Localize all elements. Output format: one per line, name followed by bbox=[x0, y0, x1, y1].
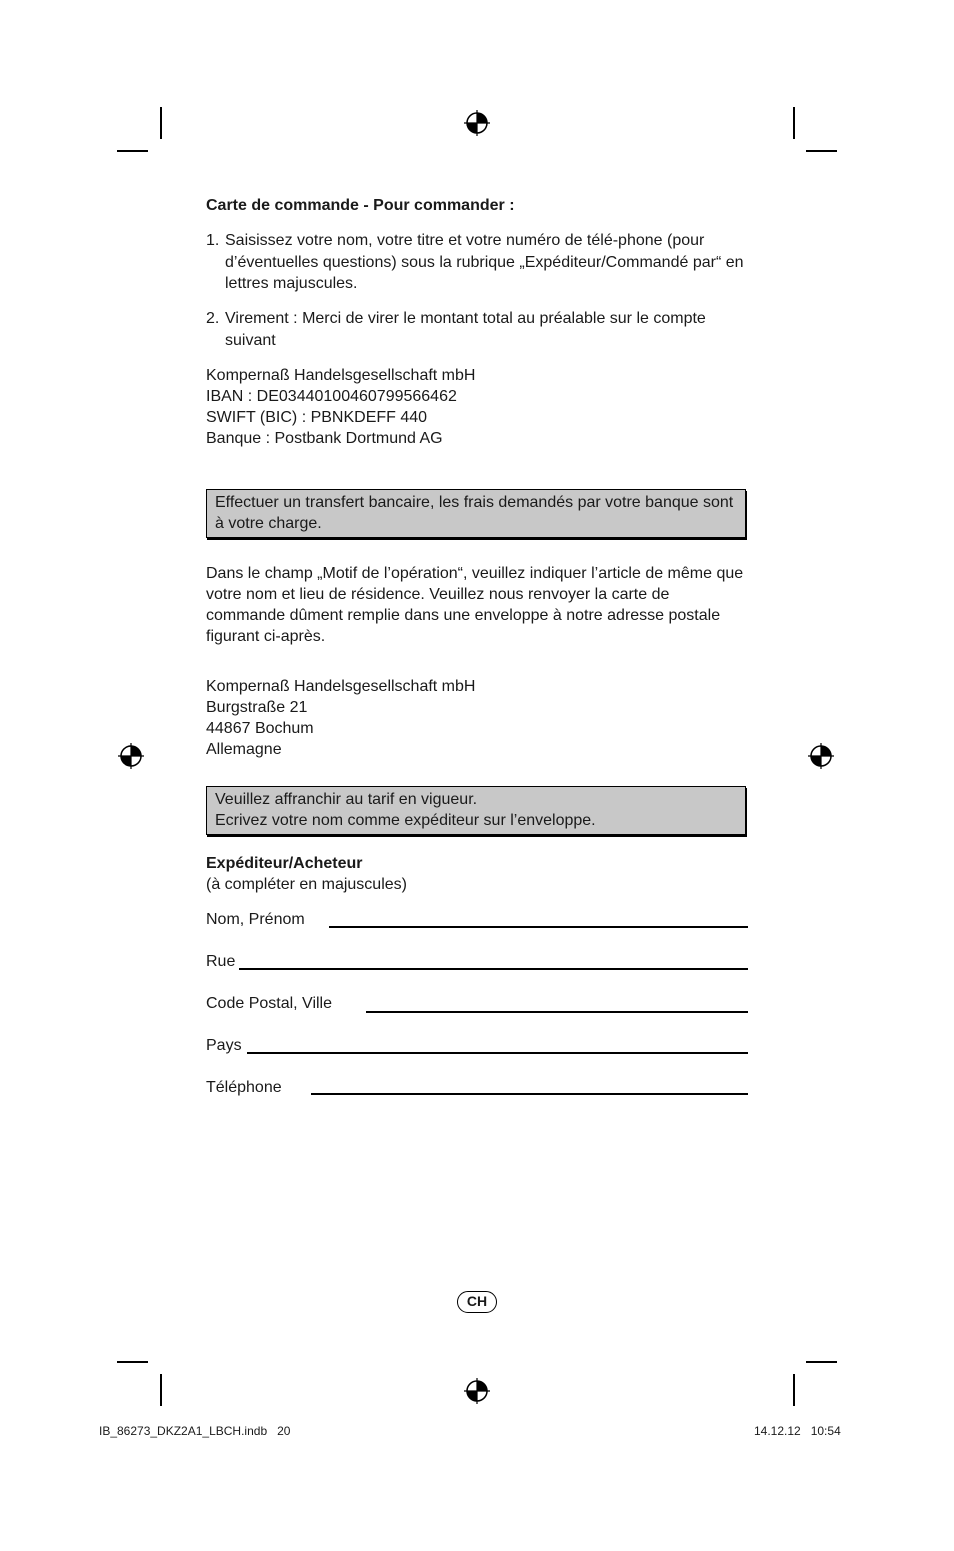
address-country: Allemagne bbox=[206, 741, 282, 758]
postage-notice-box bbox=[206, 786, 746, 835]
field-label-country: Pays bbox=[206, 1037, 242, 1054]
crop-mark-bottom-left-horizontal bbox=[117, 1361, 148, 1363]
crop-mark-top-left-horizontal bbox=[117, 150, 148, 152]
crop-mark-bottom-right-vertical bbox=[793, 1374, 795, 1406]
field-label-street: Rue bbox=[206, 953, 236, 970]
registration-mark-left-icon bbox=[118, 743, 144, 769]
crop-mark-top-left-vertical bbox=[160, 107, 162, 139]
address-city: 44867 Bochum bbox=[206, 720, 314, 737]
country-field[interactable] bbox=[247, 1052, 748, 1054]
postcode-city-field[interactable] bbox=[366, 1011, 748, 1013]
step-1 bbox=[206, 230, 746, 295]
sender-title: Expéditeur/Acheteur bbox=[206, 855, 363, 872]
name-field[interactable] bbox=[329, 926, 748, 928]
instructions-paragraph: Dans le champ „Motif de l’opération“, veuillez indiquer l’article de même que votre nom et lieu de résidence. Veuillez nous renvoyer la carte de commande dûment remplie dans une enveloppe à notre adresse postale figurant ci-après. bbox=[206, 565, 744, 645]
address-company: Kompernaß Handelsgesellschaft mbH bbox=[206, 678, 476, 695]
page-heading: Carte de commande - Pour commander : bbox=[206, 197, 515, 214]
registration-mark-top-icon bbox=[464, 110, 490, 136]
step-2 bbox=[206, 308, 746, 351]
transfer-notice-box: Effectuer un transfert bancaire, les frais demandés par votre banque sont à votre charge. bbox=[206, 489, 746, 538]
step-number: 1. bbox=[206, 232, 220, 249]
field-label-name: Nom, Prénom bbox=[206, 911, 305, 928]
crop-mark-bottom-right-horizontal bbox=[806, 1361, 837, 1363]
step-number: 2. bbox=[206, 310, 220, 327]
bank-iban: IBAN : DE03440100460799566462 bbox=[206, 388, 457, 405]
crop-mark-top-right-horizontal bbox=[806, 150, 837, 152]
crop-mark-top-right-vertical bbox=[793, 107, 795, 139]
field-label-postcode-city: Code Postal, Ville bbox=[206, 995, 332, 1012]
footer-file-info: IB_86273_DKZ2A1_LBCH.indb 20 bbox=[99, 1424, 291, 1438]
step-text: Virement : Merci de virer le montant total au préalable sur le compte suivant bbox=[225, 310, 706, 349]
country-badge: CH bbox=[457, 1291, 497, 1313]
footer-timestamp: 14.12.12 10:54 bbox=[754, 1424, 841, 1438]
postage-notice-line-2: Ecrivez votre nom comme expéditeur sur l’enveloppe. bbox=[215, 812, 596, 829]
crop-mark-bottom-left-vertical bbox=[160, 1374, 162, 1406]
phone-field[interactable] bbox=[311, 1093, 748, 1095]
step-text: Saisissez votre nom, votre titre et votre numéro de télé-phone (pour d’éventuelles questions) sous la rubrique „Expéditeur/Commandé par“ en lettres majuscules. bbox=[225, 232, 744, 292]
bank-company: Kompernaß Handelsgesellschaft mbH bbox=[206, 367, 476, 384]
postage-notice-line-1: Veuillez affranchir au tarif en vigueur. bbox=[215, 791, 478, 808]
field-label-phone: Téléphone bbox=[206, 1079, 282, 1096]
address-street: Burgstraße 21 bbox=[206, 699, 308, 716]
registration-mark-right-icon bbox=[808, 743, 834, 769]
bank-swift: SWIFT (BIC) : PBNKDEFF 440 bbox=[206, 409, 428, 426]
bank-name: Banque : Postbank Dortmund AG bbox=[206, 430, 443, 447]
sender-subtitle: (à compléter en majuscules) bbox=[206, 876, 407, 893]
street-field[interactable] bbox=[239, 968, 748, 970]
registration-mark-bottom-icon bbox=[464, 1378, 490, 1404]
